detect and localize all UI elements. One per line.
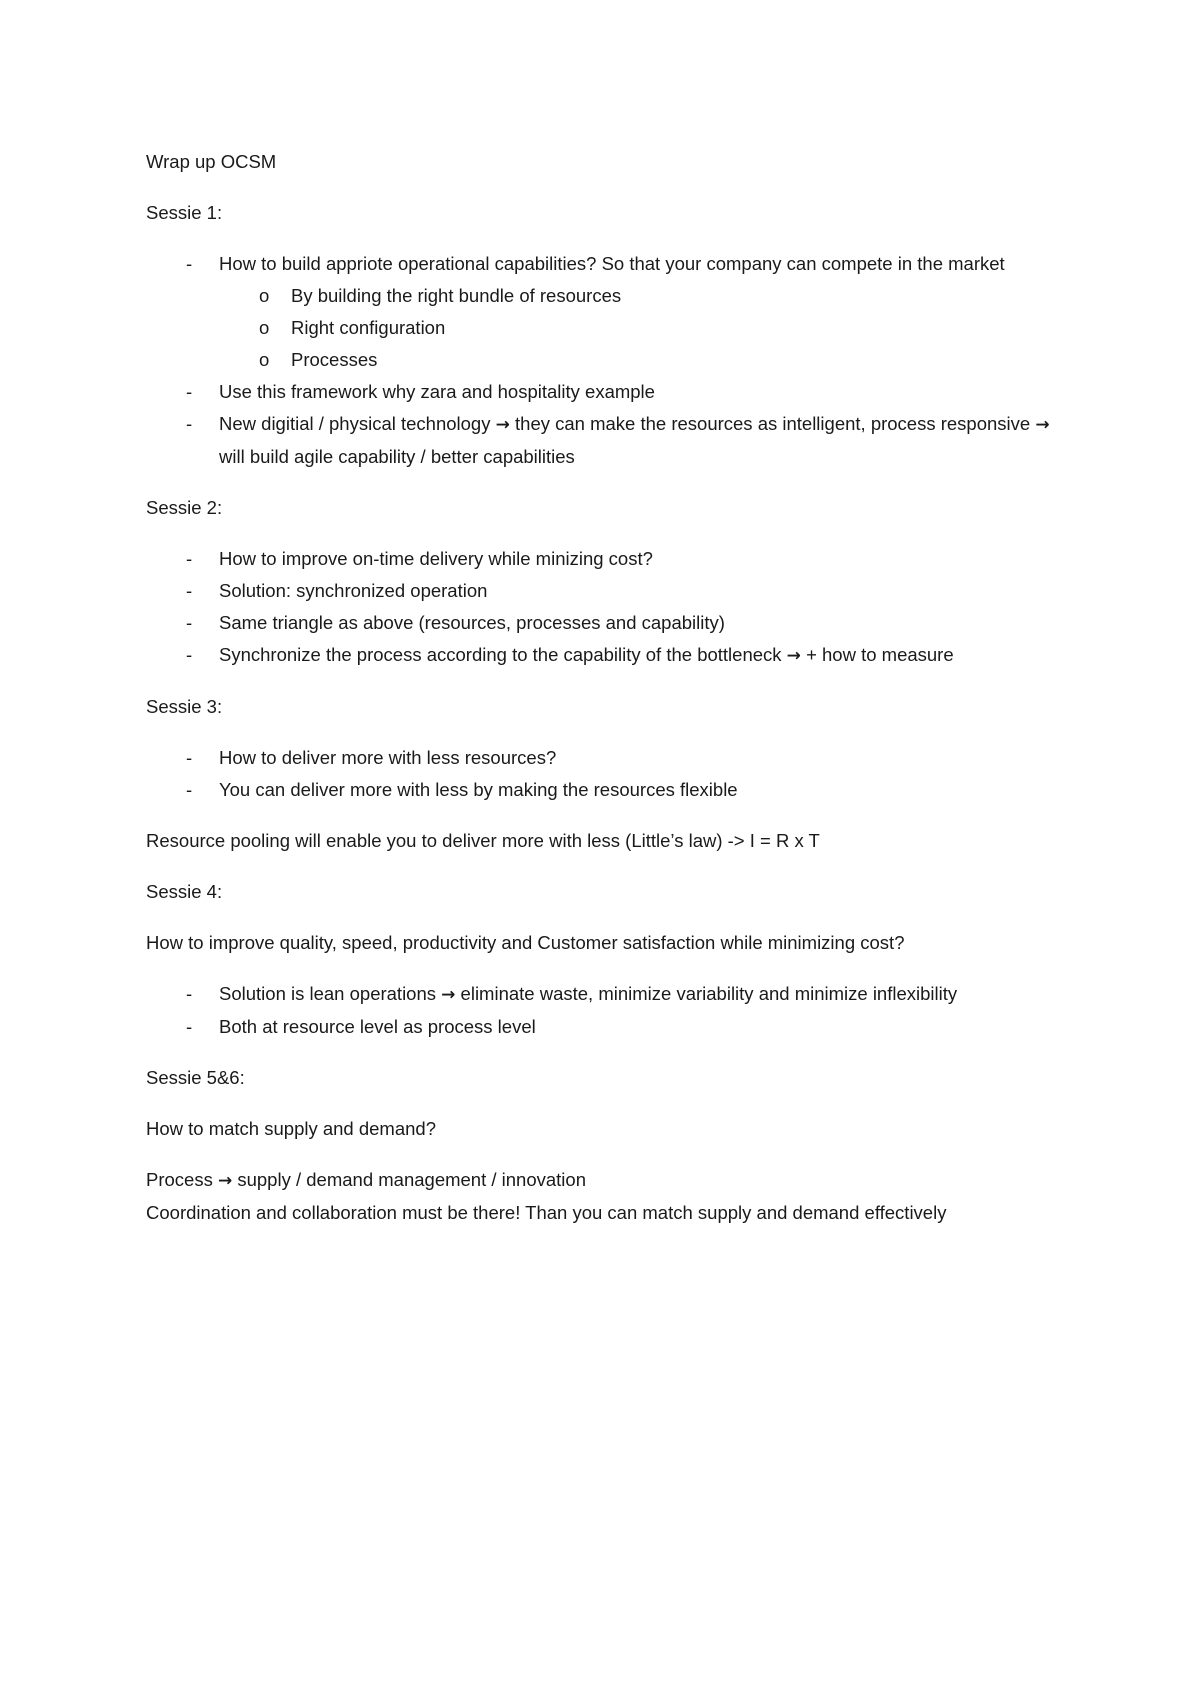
sub-list-item — [219, 312, 1076, 344]
list-item-text: You can deliver more with less by making the resources flexible — [219, 779, 738, 800]
list-item-text: Both at resource level as process level — [219, 1016, 536, 1037]
session-1-list — [146, 248, 1076, 473]
dash-bullet: - — [186, 983, 193, 1004]
circle-bullet: o — [259, 349, 270, 370]
session-5-6-line-2: Coordination and collaboration must be there! Than you can match supply and demand effectively — [146, 1202, 947, 1223]
list-item-text: New digitial / physical technology — [219, 413, 491, 434]
session-4-question: How to improve quality, speed, productivity and Customer satisfaction while minimizing cost? — [146, 932, 905, 953]
dash-bullet: - — [186, 253, 193, 274]
list-item-text: Solution: synchronized operation — [219, 580, 488, 601]
list-item-text: Use this framework why zara and hospitality example — [219, 381, 655, 402]
session-1-sublist — [219, 280, 1076, 376]
list-item-text: How to deliver more with less resources? — [219, 747, 557, 768]
session-5-6-question: How to match supply and demand? — [146, 1118, 437, 1139]
document-title: Wrap up OCSM — [146, 151, 277, 172]
sub-list-item-text: Processes — [291, 349, 378, 370]
line-text: Process — [146, 1169, 213, 1190]
list-item-text: How to build appriote operational capabilities? So that your company can compete in the market — [219, 253, 1005, 274]
dash-bullet: - — [186, 413, 193, 434]
arrow-right-icon: → — [786, 646, 801, 666]
session-3-heading: Sessie 3: — [146, 696, 223, 717]
list-item — [146, 408, 1076, 473]
session-4-heading: Sessie 4: — [146, 881, 223, 902]
list-item — [146, 376, 1076, 408]
list-item — [146, 1011, 1076, 1043]
dash-bullet: - — [186, 644, 193, 665]
arrow-right-icon: → — [1035, 415, 1050, 435]
arrow-right-icon: → — [441, 985, 456, 1005]
list-item — [146, 543, 1076, 575]
session-2-list — [146, 543, 1076, 672]
dash-bullet: - — [186, 747, 193, 768]
session-5-6-line-1 — [146, 1164, 1076, 1197]
list-item — [146, 575, 1076, 607]
dash-bullet: - — [186, 580, 193, 601]
list-item-text: Synchronize the process according to the capability of the bottleneck — [219, 644, 782, 665]
dash-bullet: - — [186, 548, 193, 569]
list-item — [146, 607, 1076, 639]
list-item — [146, 774, 1076, 806]
document-body — [146, 146, 1076, 1248]
arrow-right-icon: → — [217, 1171, 233, 1191]
list-item-text: Same triangle as above (resources, processes and capability) — [219, 612, 725, 633]
list-item-text: will build agile capability / better capabilities — [219, 446, 575, 467]
list-item-text: eliminate waste, minimize variability and minimize inflexibility — [460, 983, 958, 1004]
dash-bullet: - — [186, 1016, 193, 1037]
dash-bullet: - — [186, 779, 193, 800]
circle-bullet: o — [259, 285, 270, 306]
list-item — [146, 742, 1076, 774]
sub-list-item-text: By building the right bundle of resources — [291, 285, 622, 306]
sub-list-item-text: Right configuration — [291, 317, 446, 338]
list-item-text: Solution is lean operations — [219, 983, 437, 1004]
arrow-right-icon: → — [495, 415, 510, 435]
list-item — [146, 639, 1076, 672]
session-3-list — [146, 742, 1076, 806]
session-4-list — [146, 978, 1076, 1043]
list-item-text: they can make the resources as intelligent, process responsive — [515, 413, 1031, 434]
session-3-note: Resource pooling will enable you to deliver more with less (Little’s law) -> I = R x T — [146, 830, 820, 851]
session-1-heading: Sessie 1: — [146, 202, 223, 223]
dash-bullet: - — [186, 612, 193, 633]
list-item-text: How to improve on-time delivery while minizing cost? — [219, 548, 653, 569]
circle-bullet: o — [259, 317, 270, 338]
list-item — [146, 248, 1076, 376]
line-text: supply / demand management / innovation — [237, 1169, 586, 1190]
sub-list-item — [219, 280, 1076, 312]
session-2-heading: Sessie 2: — [146, 497, 223, 518]
dash-bullet: - — [186, 381, 193, 402]
sub-list-item — [219, 344, 1076, 376]
session-5-6-heading: Sessie 5&6: — [146, 1067, 245, 1088]
list-item-text: + how to measure — [806, 644, 954, 665]
list-item — [146, 978, 1076, 1011]
